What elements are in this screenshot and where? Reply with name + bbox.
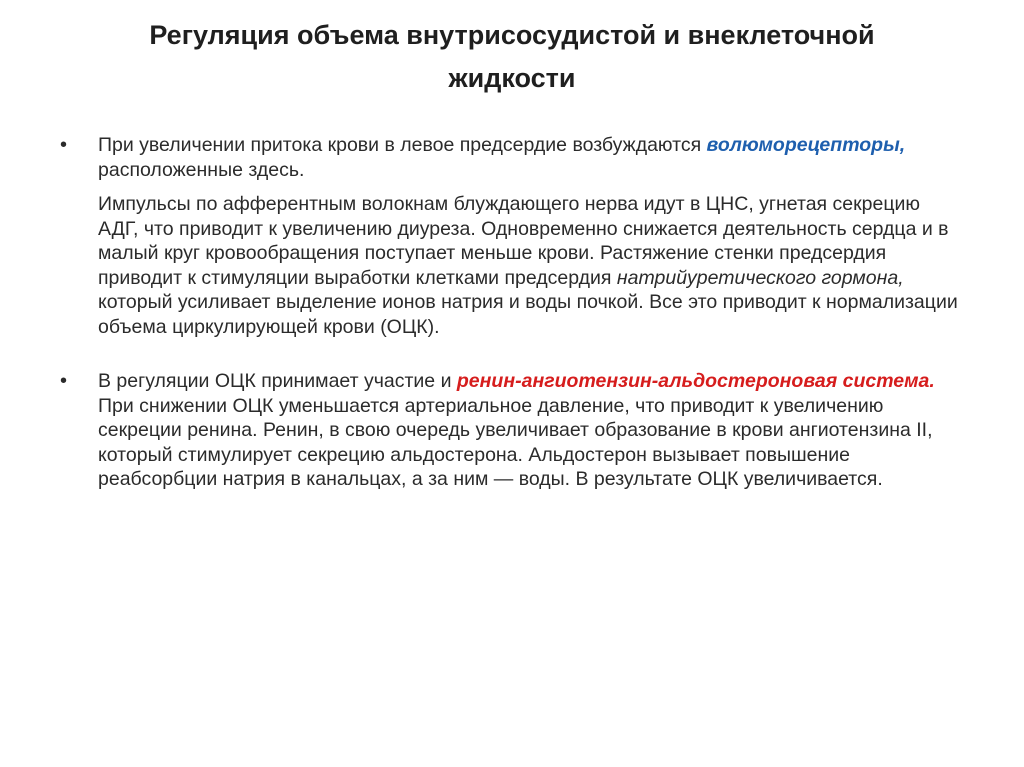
bullet-dot-icon: • bbox=[60, 370, 68, 392]
bullet2-paragraph bbox=[98, 369, 960, 492]
bullet1-term-natriuretic-hormone: натрийуретического гормона, bbox=[616, 266, 904, 289]
bullet2-text-part2: При снижении ОЦК уменьшается артериальное давление, что приводит к увеличению секреции ренина. Ренин, в свою очередь увеличивает образование в крови ангиотензина II, который стимулирует секрецию альдостерона. Альдостерон вызывает повышение реабсорбции натрия в канальцах, а за ним — воды. В результате ОЦК увеличивается. bbox=[98, 394, 933, 490]
bullet1-paragraph1 bbox=[98, 133, 960, 182]
bullet1-para2-part2: который усиливает выделение ионов натрия и воды почкой. Все это приводит к нормализации объема циркулирующей крови (ОЦК). bbox=[98, 291, 958, 338]
bullet-item-volume-receptors bbox=[60, 133, 960, 339]
bullet1-text-part2: расположенные здесь. bbox=[98, 158, 305, 181]
slide-title bbox=[90, 14, 934, 100]
bullet-item-raas bbox=[60, 369, 960, 492]
bullet1-paragraph2 bbox=[98, 192, 960, 339]
bullet2-text-part1: В регуляции ОЦК принимает участие и bbox=[98, 370, 457, 392]
slide-title-line1: Регуляция объема внутрисосудистой и внеклеточной bbox=[149, 20, 875, 50]
bullet2-term-raas: ренин-ангиотензин-альдостероновая система. bbox=[456, 370, 935, 392]
bullet1-text-part1: При увеличении притока крови в левое предсердие возбуждаются bbox=[98, 134, 707, 156]
bullet1-para2-part1: Импульсы по афферентным волокнам блуждающего нерва идут в ЦНС, угнетая секрецию АДГ, что приводит к увеличению диуреза. Одновременно снижается деятельность сердца и в малый круг кровообращения поступает меньше крови. Растяжение стенки предсердия приводит к стимуляции выработки клетками предсердия bbox=[98, 193, 949, 289]
bullet1-term-volumoreceptors: волюморецепторы, bbox=[706, 134, 906, 156]
bullet-dot-icon: • bbox=[60, 134, 68, 156]
slide-content bbox=[60, 133, 960, 492]
slide-title-line2: жидкости bbox=[448, 63, 576, 93]
